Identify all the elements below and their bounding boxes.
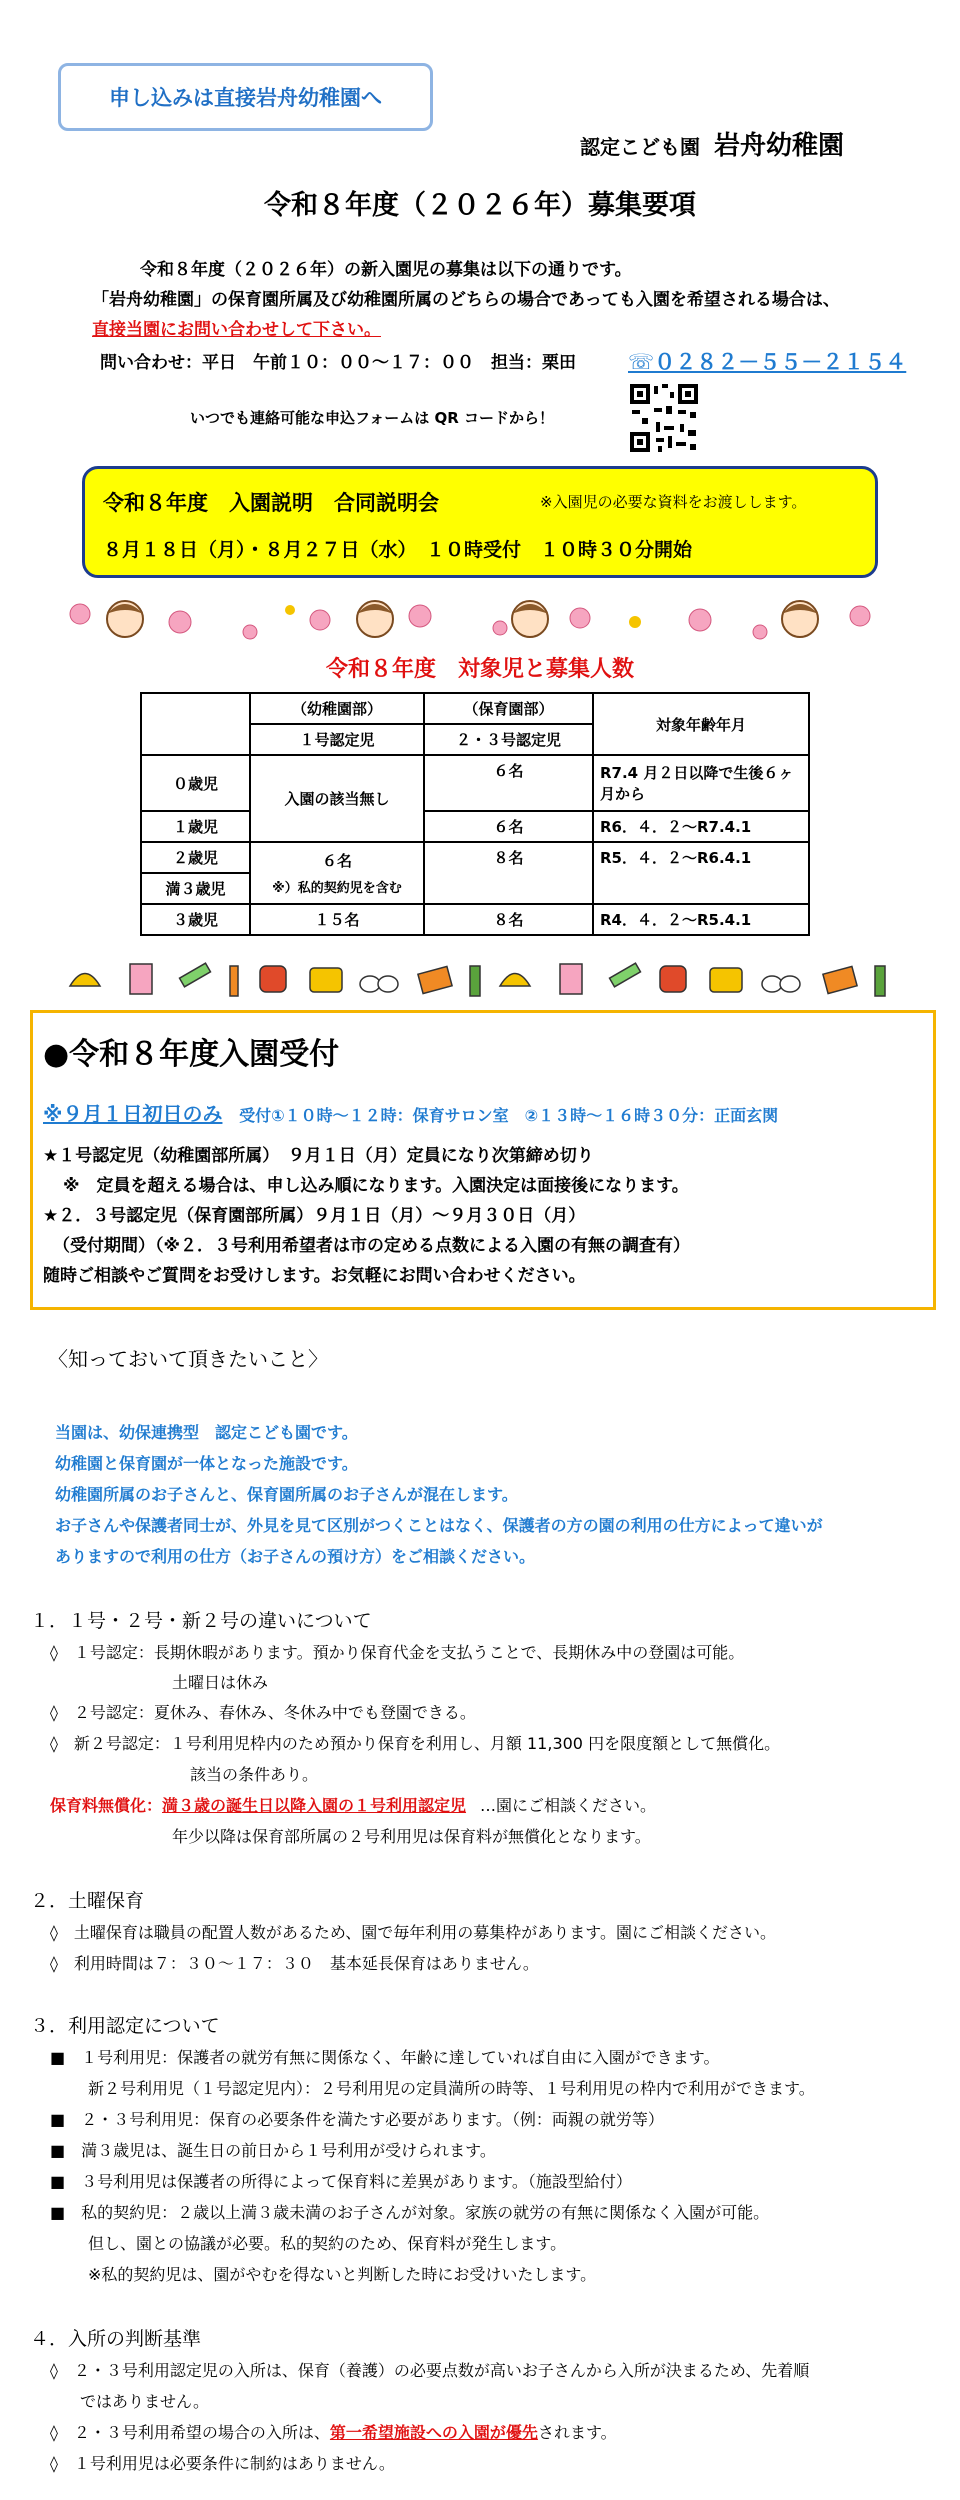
- s1-line-3b: 該当の条件あり。: [190, 1765, 319, 1784]
- table-cell-range: R5．４．２～R6.4.1: [593, 842, 809, 904]
- qr-code-icon[interactable]: [628, 382, 700, 454]
- briefing-box: [82, 466, 878, 578]
- s1-free-tail: …園にご相談ください。: [480, 1796, 657, 1815]
- reception-first-day: ※９月１日初日のみ: [43, 1102, 223, 1126]
- s4-line-3: ◊ １号利用児は必要条件に制約はありません。: [50, 2454, 395, 2473]
- s4-line-2: [50, 2420, 617, 2443]
- page-title: 令和８年度（２０２６年）募集要項: [264, 190, 696, 221]
- head-nursery: （保育園部）: [424, 693, 593, 724]
- s3-line-1: ■ １号利用児：保護者の就労有無に関係なく、年齢に達していれば自由に入園ができます。: [50, 2048, 720, 2067]
- apply-notice-text: 申し込みは直接岩舟幼稚園へ: [109, 86, 382, 110]
- s4-line-2a: ◊ ２・３号利用希望の場合の入所は、: [50, 2423, 330, 2442]
- table-cell-kinder: １５名: [250, 904, 424, 935]
- kinder-count-cell: [250, 842, 424, 904]
- s3-line-1b: 新２号利用児（１号認定児内）：２号利用児の定員満所の時等、１号利用児の枠内で利用ができます。: [88, 2079, 815, 2098]
- org-title: 岩舟幼稚園: [714, 131, 845, 161]
- reception-title: ●令和８年度入園受付: [43, 1037, 340, 1072]
- s3-line-5b: 但し、園との協議が必要。私的契約のため、保育料が発生します。: [88, 2234, 567, 2253]
- head-kinder: （幼稚園部）: [250, 693, 424, 724]
- know-line: 幼稚園所属のお子さんと、保育園所属のお子さんが混在します。: [55, 1485, 518, 1504]
- s1-free-line: [50, 1793, 656, 1816]
- kinder-count: ６名: [321, 852, 352, 870]
- table-cell-range: R6．４．２～R7.4.1: [593, 811, 809, 842]
- know-line: ありますので利用の仕方（お子さんの預け方）をご相談ください。: [55, 1547, 536, 1566]
- s3-line-5: ■ 私的契約児：２歳以上満３歳未満のお子さんが対象。家族の就労の有無に関係なく入園が可能。: [50, 2203, 770, 2222]
- org-type: 認定こども園: [580, 135, 700, 159]
- intro-line-1: 令和８年度（２０２６年）の新入園児の募集は以下の通りです。: [140, 260, 632, 280]
- contact-hours: 問い合わせ：平日 午前１０：００～１７：００ 担当：栗田: [100, 353, 576, 373]
- know-line: 幼稚園と保育園が一体となった施設です。: [55, 1454, 358, 1473]
- s1-line-2: ◊ ２号認定：夏休み、春休み、冬休み中でも登園できる。: [50, 1703, 476, 1722]
- s1-line-3: ◊ 新２号認定：１号利用児枠内のため預かり保育を利用し、月額 11,300 円を限度額として無償化。: [50, 1734, 781, 1753]
- s1-heading: １．１号・２号・新２号の違いについて: [30, 1610, 372, 1632]
- table-row-age: １歳児: [141, 811, 250, 842]
- recruit-title: 令和８年度 対象児と募集人数: [325, 657, 634, 682]
- recruit-table: [140, 692, 810, 936]
- s1-line-1: ◊ １号認定：長期休暇があります。預かり保育代金を支払うことで、長期休み中の登園は可能。: [50, 1643, 745, 1662]
- head-nursery-sub: ２・３号認定児: [424, 724, 593, 755]
- s3-line-4: ■ ３号利用児は保護者の所得によって保育料に差異があります。（施設型給付）: [50, 2172, 632, 2191]
- head-kinder-sub: １号認定児: [250, 724, 424, 755]
- table-cell-nursery: ６名: [424, 755, 593, 811]
- s4-line-2-priority: 第一希望施設への入園が優先: [329, 2423, 538, 2442]
- flower-kids-decoration-icon: [60, 592, 900, 646]
- s1-free-target: 満３歳の誕生日以降入園の１号利用認定児: [162, 1796, 467, 1815]
- s1-free-b: 年少以降は保育部所属の２号利用児は保育料が無償化となります。: [172, 1827, 651, 1846]
- table-cell-nursery: ８名: [424, 842, 593, 904]
- table-cell-range: R4．４．２～R5.4.1: [593, 904, 809, 935]
- phone-link[interactable]: ☏０２８２－５５－２１５４: [628, 350, 907, 374]
- s2-heading: ２．土曜保育: [30, 1890, 145, 1912]
- briefing-note: ※入園児の必要な資料をお渡しします。: [540, 493, 807, 511]
- s4-line-1: ◊ ２・３号利用認定児の入所は、保育（養護）の必要点数が高いお子さんから入所が決まるため、先着順: [50, 2361, 810, 2380]
- s1-free-label: 保育料無償化：: [50, 1796, 163, 1815]
- table-cell-nursery: ８名: [424, 904, 593, 935]
- qr-note: いつでも連絡可能な申込フォームは QR コードから！: [190, 409, 554, 427]
- reception-times: 受付①１０時～１２時：保育サロン室 ②１３時～１６時３０分：正面玄関: [239, 1106, 779, 1125]
- kinder-none-cell: 入園の該当無し: [250, 755, 424, 842]
- reception-line-3: ★２．３号認定児（保育園部所属）９月１日（月）～９月３０日（月）: [43, 1206, 586, 1226]
- apply-notice-box: [58, 63, 433, 131]
- table-row-age: 満３歳児: [141, 873, 250, 904]
- org-name: [580, 125, 844, 162]
- intro-line-3: 直接当園にお問い合わせして下さい。: [92, 320, 381, 340]
- s4-line-1b: ではありません。: [80, 2392, 209, 2411]
- know-line: 当園は、幼保連携型 認定こども園です。: [55, 1423, 358, 1442]
- know-line: お子さんや保護者同士が、外見を見て区別がつくことはなく、保護者の方の園の利用の仕方によって違いが: [55, 1516, 823, 1535]
- table-cell-range: R7.4 月２日以降で生後６ヶ月から: [593, 755, 809, 811]
- s2-line-1: ◊ 土曜保育は職員の配置人数があるため、園で毎年利用の募集枠があります。園にご相談ください。: [50, 1923, 776, 1942]
- table-row-age: ３歳児: [141, 904, 250, 935]
- briefing-title: 令和８年度 入園説明 合同説明会: [103, 491, 439, 515]
- briefing-dates: ８月１８日（月）・８月２７日（水） １０時受付 １０時３０分開始: [103, 539, 693, 561]
- s1-line-1b: 土曜日は休み: [172, 1673, 269, 1692]
- s3-line-3: ■ 満３歳児は、誕生日の前日から１号利用が受けられます。: [50, 2141, 496, 2160]
- table-cell-nursery: ６名: [424, 811, 593, 842]
- s2-line-2: ◊ 利用時間は７：３０～１７：３０ 基本延長保育はありません。: [50, 1954, 539, 1973]
- reception-box: [30, 1010, 936, 1310]
- reception-line-4: （受付期間）（※２．３号利用希望者は市の定める点数による入園の有無の調査有）: [53, 1236, 691, 1256]
- s4-heading: ４．入所の判断基準: [30, 2328, 202, 2350]
- stationery-decoration-icon: [60, 956, 900, 1000]
- s3-heading: ３．利用認定について: [30, 2015, 220, 2037]
- kinder-count-note: ※）私的契約児を含む: [272, 881, 402, 896]
- table-row-age: ０歳児: [141, 755, 250, 811]
- know-heading: 〈知っておいて頂きたいこと〉: [48, 1347, 328, 1371]
- reception-line-5: 随時ご相談やご質問をお受けします。お気軽にお問い合わせください。: [43, 1266, 586, 1286]
- s4-line-2b: されます。: [537, 2423, 617, 2442]
- s3-line-2: ■ ２・３号利用児：保育の必要条件を満たす必要があります。（例：両親の就労等）: [50, 2110, 664, 2129]
- head-age-range: 対象年齢年月: [593, 693, 809, 755]
- s3-line-5c: ※私的契約児は、園がやむを得ないと判断した時にお受けいたします。: [88, 2265, 597, 2284]
- table-row-age: ２歳児: [141, 842, 250, 873]
- reception-line-2: ※ 定員を超える場合は、申し込み順になります。入園決定は面接後になります。: [63, 1176, 689, 1196]
- intro-line-2: 「岩舟幼稚園」の保育園所属及び幼稚園所属のどちらの場合であっても入園を希望される場合は、: [92, 290, 840, 310]
- reception-line-1: ★１号認定児（幼稚園部所属） ９月１日（月）定員になり次第締め切り: [43, 1146, 594, 1166]
